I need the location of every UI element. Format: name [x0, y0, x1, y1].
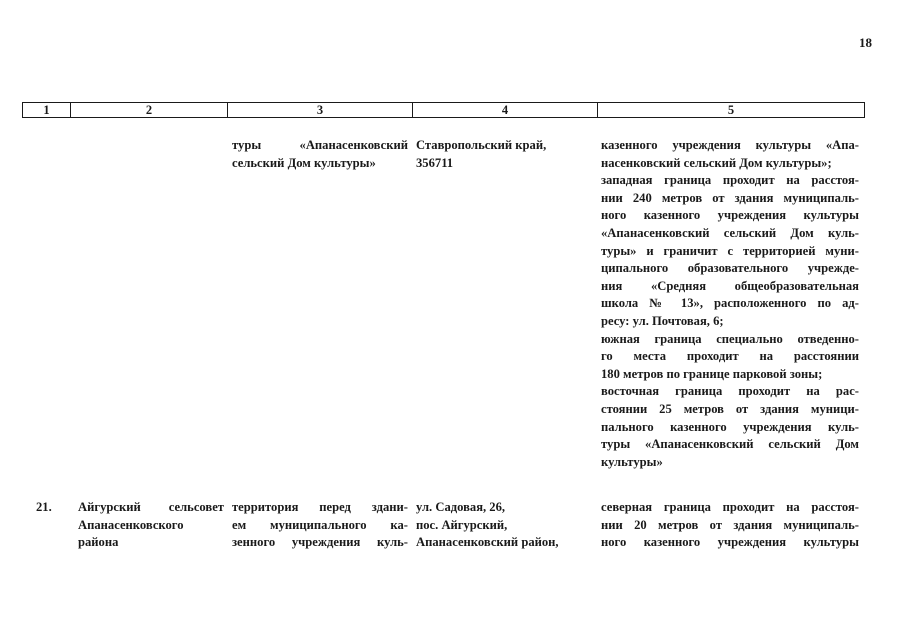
row-21-col4 — [416, 499, 592, 552]
text-line: восточная граница проходит на рас- — [601, 384, 859, 399]
text-line: культуры» — [601, 454, 663, 469]
text-line: территория перед здани- — [232, 500, 408, 514]
table-header-row — [22, 102, 865, 118]
row-21-col5 — [601, 499, 859, 552]
text-line: ресу: ул. Почтовая, 6; — [601, 313, 724, 328]
text-line: «Апанасенковский сельский Дом куль- — [601, 225, 859, 240]
row-21-col3 — [232, 499, 408, 552]
text-line: нии 20 метров от здания муниципаль- — [601, 517, 859, 532]
text-line: Апанасенковский район, — [416, 535, 559, 550]
text-line: ного казенного учреждения культуры — [601, 208, 859, 223]
page-number: 18 — [859, 35, 872, 50]
text-line: ния «Средняя общеобразовательная — [601, 278, 859, 293]
text-line: нии 240 метров от здания муниципаль- — [601, 190, 859, 205]
text-line: туры» и граничит с территорией муни- — [601, 243, 859, 258]
row-21-number: 21. — [36, 500, 52, 514]
continued-row-col4 — [416, 137, 592, 172]
text-line: западная граница проходит на расстоя- — [601, 173, 859, 188]
header-cell-1: 1 — [23, 103, 71, 117]
text-line: Ставропольский край, — [416, 138, 547, 152]
row-21-col2 — [78, 499, 224, 552]
header-cell-3: 3 — [228, 103, 413, 117]
continued-row-col3 — [232, 137, 408, 172]
text-line: ципального образовательного учрежде- — [601, 261, 859, 276]
text-line: ем муниципального ка- — [232, 517, 408, 532]
text-line: туры «Апанасенковский сельский Дом — [601, 437, 859, 452]
text-line: школа № 13», расположенного по ад- — [601, 296, 859, 311]
text-line: южная граница специально отведенно- — [601, 331, 859, 346]
text-line: ного казенного учреждения культуры — [601, 535, 859, 550]
text-line: го места проходит на расстоянии — [601, 349, 859, 364]
text-line: Айгурский сельсовет — [78, 500, 224, 514]
text-line: казенного учреждения культуры «Апа- — [601, 138, 859, 152]
header-cell-5: 5 — [727, 103, 735, 117]
text-line: туры «Апанасенковский — [232, 138, 408, 152]
text-line: пального казенного учреждения куль- — [601, 419, 859, 434]
text-line: 356711 — [416, 155, 454, 170]
text-line: стоянии 25 метров от здания муници- — [601, 401, 859, 416]
text-line: района — [78, 535, 119, 550]
text-line: Апанасенковского — [78, 517, 184, 532]
header-cell-2: 2 — [71, 103, 228, 117]
text-line: сельский Дом культуры» — [232, 155, 376, 170]
text-line: зенного учреждения куль- — [232, 535, 408, 550]
text-line: 180 метров по границе парковой зоны; — [601, 366, 823, 381]
text-line: ул. Садовая, 26, — [416, 500, 506, 514]
continued-row-col5 — [601, 137, 859, 471]
text-line: насенковский сельский Дом культуры»; — [601, 155, 832, 170]
text-line: пос. Айгурский, — [416, 517, 508, 532]
text-line: северная граница проходит на расстоя- — [601, 500, 859, 514]
header-cell-4: 4 — [413, 103, 598, 117]
